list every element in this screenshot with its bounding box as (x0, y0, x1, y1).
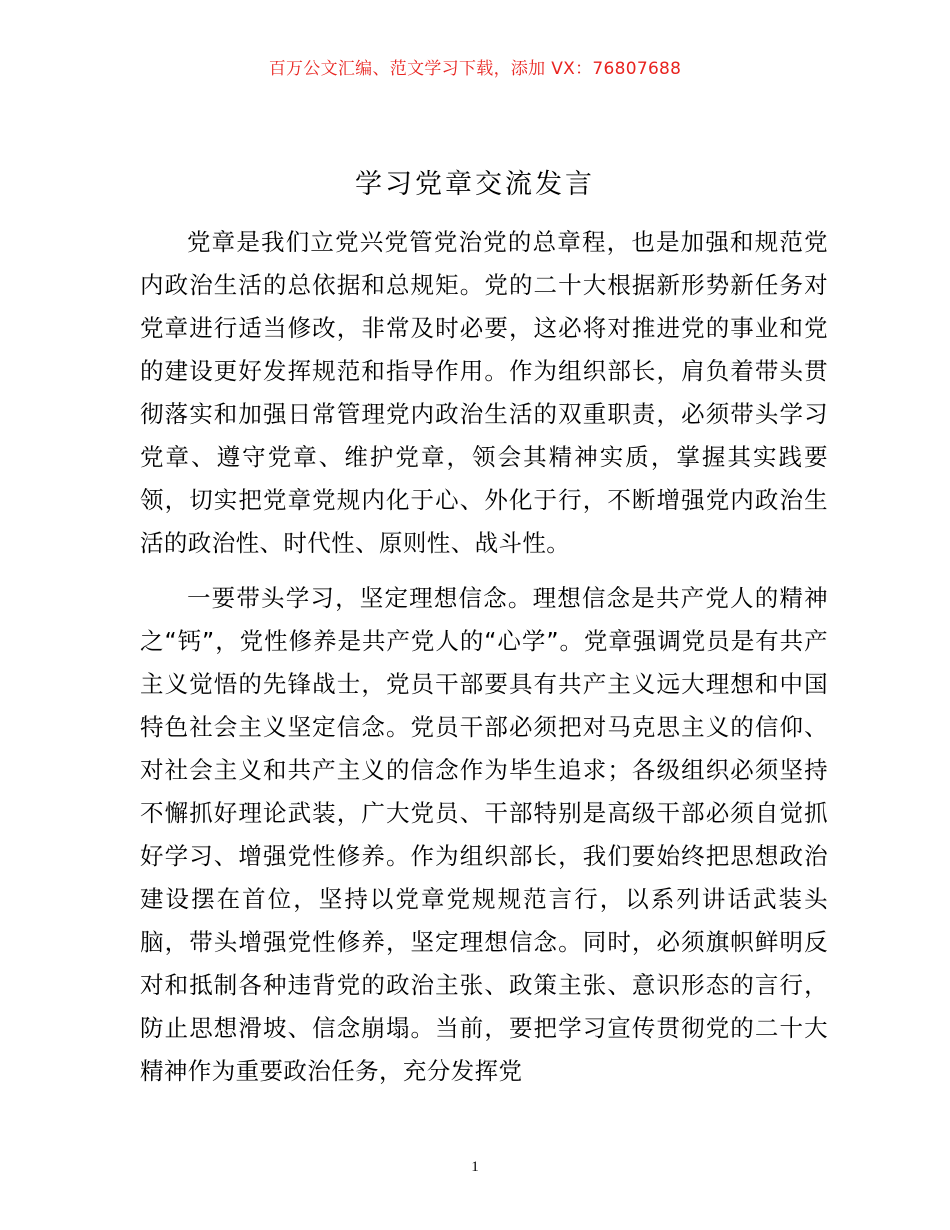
header-banner: 百万公文汇编、范文学习下载，添加 VX：76807688 (268, 59, 682, 79)
paragraph-intro: 党章是我们立党兴党管党治党的总章程，也是加强和规范党内政治生活的总依据和总规矩。党的二十大根据新形势新任务对党章进行适当修改，非常及时必要，这必将对推进党的事业和党的建设更好发挥规范和指导作用。作为组织部长，肩负着带头贯彻落实和加强日常管理党内政治生活的双重职责，必须带头学习党章、遵守党章、维护党章，领会其精神实质，掌握其实践要领，切实把党章党规内化于心、外化于行，不断增强党内政治生活的政治性、时代性、原则性、战斗性。 (140, 228, 828, 557)
page-number: 1 (471, 1159, 479, 1175)
document-title: 学习党章交流发言 (355, 169, 595, 200)
paragraph-study-ideals: 一要带头学习，坚定理想信念。理想信念是共产党人的精神之“钙”，党性修养是共产党人的“心学”。党章强调党员是有共产主义觉悟的先锋战士，党员干部要具有共产主义远大理想和中国特色社会主义坚定信念。党员干部必须把对马克思主义的信仰、对社会主义和共产主义的信念作为毕生追求；各级组织必须坚持不懈抓好理论武装，广大党员、干部特别是高级干部必须自觉抓好学习、增强党性修养。作为组织部长，我们要始终把思想政治建设摆在首位，坚持以党章党规规范言行，以系列讲话武装头脑，带头增强党性修养，坚定理想信念。同时，必须旗帜鲜明反对和抵制各种违背党的政治主张、政策主张、意识形态的言行，防止思想滑坡、信念崩塌。当前，要把学习宣传贯彻党的二十大精神作为重要政治任务，充分发挥党 (140, 584, 828, 1085)
document-body (140, 221, 828, 1093)
